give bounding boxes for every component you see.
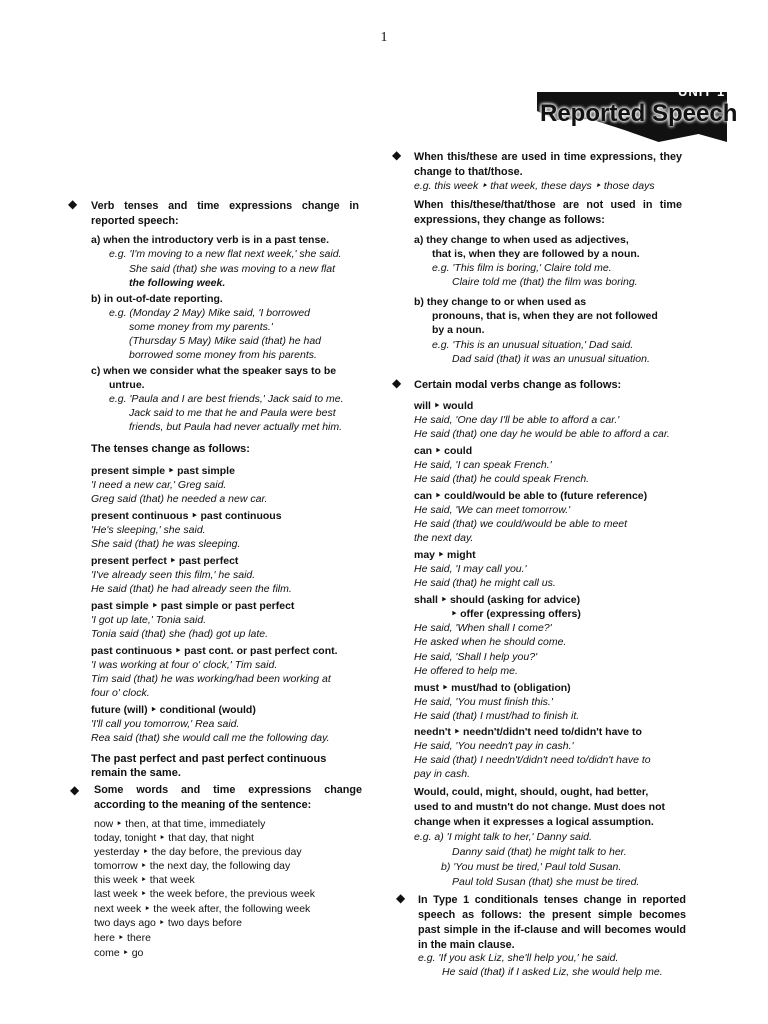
modal-rule: must ‣ must/had to (obligation) [414, 682, 571, 694]
unit-label: UNIT 1 [678, 84, 726, 99]
example-line: 'I got up late,' Tonia said. [91, 614, 207, 626]
example-line: He said (that) he could speak French. [414, 473, 590, 485]
example-line: e.g. (Monday 2 May) Mike said, 'I borrowed [109, 307, 311, 319]
note-line: used to and mustn't do not change. Must does not [414, 801, 665, 813]
bullet-diamond-icon: ◆ [70, 783, 80, 797]
section-heading: In Type 1 conditionals tenses change in reported speech as follows: the present simple becomes past simple in the if-clause and will becomes would in the main clause. [418, 894, 686, 951]
example-line: Tim said (that) he was working/had been working at [91, 673, 331, 685]
word-change: next week ‣ the week after, the following week [94, 903, 311, 915]
page-number: 1 [380, 30, 388, 45]
example-line: Greg said (that) he needed a new car. [91, 493, 268, 505]
example-line: Tonia said (that) she (had) got up late. [91, 628, 269, 640]
page-title: Reported Speech [540, 100, 738, 127]
modal-rule: may ‣ might [414, 549, 476, 561]
section-heading: Verb tenses and time expressions change in reported speech: [91, 200, 359, 227]
word-change: today, tonight ‣ that day, that night [94, 832, 254, 844]
example-line: He said (that) he might call us. [414, 577, 556, 589]
example-line: e.g. this week ‣ that week, these days ‣ those days [414, 180, 655, 192]
tense-rule: past continuous ‣ past cont. or past perfect cont. [91, 645, 338, 657]
modal-rule: needn't ‣ needn't/didn't need to/didn't have to [414, 726, 642, 738]
sub-heading: b) in out-of-date reporting. [91, 293, 223, 305]
example-line: He said, 'I can speak French.' [414, 459, 552, 471]
note-line: The past perfect and past perfect continuous [91, 753, 327, 765]
example-line: e.g. 'I'm moving to a new flat next week,' she said. [109, 248, 342, 260]
example-line: borrowed some money from his parents. [129, 349, 317, 361]
modal-rule: will ‣ would [414, 400, 474, 412]
example-line: He said, 'You must finish this.' [414, 696, 553, 708]
example-line: e.g. 'Paula and I are best friends,' Jack said to me. [109, 393, 344, 405]
sub-heading: c) when we consider what the speaker says to be [91, 365, 337, 377]
example-line: pay in cash. [414, 768, 471, 780]
modal-rule: can ‣ could [414, 445, 473, 457]
example-line: He said, 'One day I'll be able to afford a car.' [414, 414, 620, 426]
note-line: Would, could, might, should, ought, had better, [414, 786, 649, 798]
tense-rule: present continuous ‣ past continuous [91, 510, 282, 522]
example-line: He said, 'I may call you.' [414, 563, 527, 575]
example-line: four o' clock. [91, 687, 150, 699]
word-change: now ‣ then, at that time, immediately [94, 818, 266, 830]
tense-rule: present simple ‣ past simple [91, 465, 235, 477]
example-line: He said (that) he had already seen the film. [91, 583, 292, 595]
example-line: 'I'll call you tomorrow,' Rea said. [91, 718, 240, 730]
example-line: He said, 'When shall I come?' [414, 622, 552, 634]
tense-rule: past simple ‣ past simple or past perfect [91, 600, 295, 612]
modal-rule: shall ‣ should (asking for advice) [414, 594, 581, 606]
section-heading: When this/these/that/those are not used in time expressions, they change as follows: [414, 199, 682, 226]
example-line: She said (that) he was sleeping. [91, 538, 241, 550]
sub-heading: by a noun. [432, 324, 485, 336]
example-line: He said (that) I needn't/didn't need to/didn't have to [414, 754, 651, 766]
example-line: 'I need a new car,' Greg said. [91, 479, 227, 491]
example-line: Paul told Susan (that) she must be tired. [452, 876, 640, 888]
tense-rule: future (will) ‣ conditional (would) [91, 704, 256, 716]
word-change: come ‣ go [94, 947, 144, 959]
example-line: He said, 'Shall I help you?' [414, 651, 538, 663]
example-line: 'He's sleeping,' she said. [91, 524, 206, 536]
example-line: friends, but Paula had never actually met him. [129, 421, 343, 433]
modal-rule: ‣ offer (expressing offers) [451, 608, 581, 620]
bullet-diamond-icon: ◆ [68, 197, 78, 211]
bullet-diamond-icon: ◆ [392, 376, 402, 390]
section-heading: Certain modal verbs change as follows: [414, 379, 622, 391]
modal-rule: can ‣ could/would be able to (future reference) [414, 490, 648, 502]
section-heading: When this/these are used in time expressions, they change to that/those. [414, 151, 682, 178]
example-line: (Thursday 5 May) Mike said (that) he had [129, 335, 321, 347]
bullet-diamond-icon: ◆ [392, 148, 402, 162]
sub-heading: a) they change to when used as adjectives, [414, 234, 629, 246]
word-change: yesterday ‣ the day before, the previous day [94, 846, 302, 858]
bullet-diamond-icon: ◆ [396, 891, 406, 905]
example-line: the following week. [129, 277, 226, 289]
example-line: e.g. 'This film is boring,' Claire told me. [432, 262, 612, 274]
word-change: two days ago ‣ two days before [94, 917, 243, 929]
example-line: e.g. 'If you ask Liz, she'll help you,' he said. [418, 952, 619, 964]
word-change: last week ‣ the week before, the previous week [94, 888, 315, 900]
word-change: here ‣ there [94, 932, 151, 944]
example-line: He said (that) if I asked Liz, she would help me. [442, 966, 663, 978]
section-heading: Some words and time expressions change according to the meaning of the sentence: [94, 784, 362, 811]
example-line: He asked when he should come. [414, 636, 567, 648]
tense-rule: present perfect ‣ past perfect [91, 555, 239, 567]
example-line: b) 'You must be tired,' Paul told Susan. [441, 861, 622, 873]
example-line: Dad said (that) it was an unusual situation. [452, 353, 650, 365]
example-line: the next day. [414, 532, 474, 544]
example-line: He said (that) I must/had to finish it. [414, 710, 580, 722]
example-line: He said (that) we could/would be able to meet [414, 518, 628, 530]
sub-heading: The tenses change as follows: [91, 443, 250, 455]
note-line: change when it expresses a logical assumption. [414, 816, 654, 828]
example-line: She said (that) she was moving to a new flat [129, 263, 336, 275]
word-change: tomorrow ‣ the next day, the following day [94, 860, 291, 872]
example-line: e.g. 'This is an unusual situation,' Dad said. [432, 339, 634, 351]
sub-heading: b) they change to or when used as [414, 296, 587, 308]
example-line: Claire told me (that) the film was boring. [452, 276, 638, 288]
sub-heading: a) when the introductory verb is in a past tense. [91, 234, 330, 246]
example-line: He said (that) one day he would be able to afford a car. [414, 428, 670, 440]
example-line: Danny said (that) he might talk to her. [452, 846, 627, 858]
example-line: some money from my parents.' [129, 321, 273, 333]
example-line: Jack said to me that he and Paula were best [129, 407, 336, 419]
example-line: He offered to help me. [414, 665, 518, 677]
example-line: He said, 'You needn't pay in cash.' [414, 740, 574, 752]
word-change: this week ‣ that week [94, 874, 195, 886]
example-line: Rea said (that) she would call me the following day. [91, 732, 330, 744]
example-line: 'I've already seen this film,' he said. [91, 569, 256, 581]
example-line: He said, 'We can meet tomorrow.' [414, 504, 571, 516]
note-line: remain the same. [91, 767, 181, 779]
example-line: e.g. a) 'I might talk to her,' Danny said. [414, 831, 592, 843]
sub-heading: pronouns, that is, when they are not followed [432, 310, 658, 322]
sub-heading: untrue. [109, 379, 145, 391]
sub-heading: that is, when they are followed by a noun. [432, 248, 640, 260]
example-line: 'I was working at four o' clock,' Tim said. [91, 659, 278, 671]
